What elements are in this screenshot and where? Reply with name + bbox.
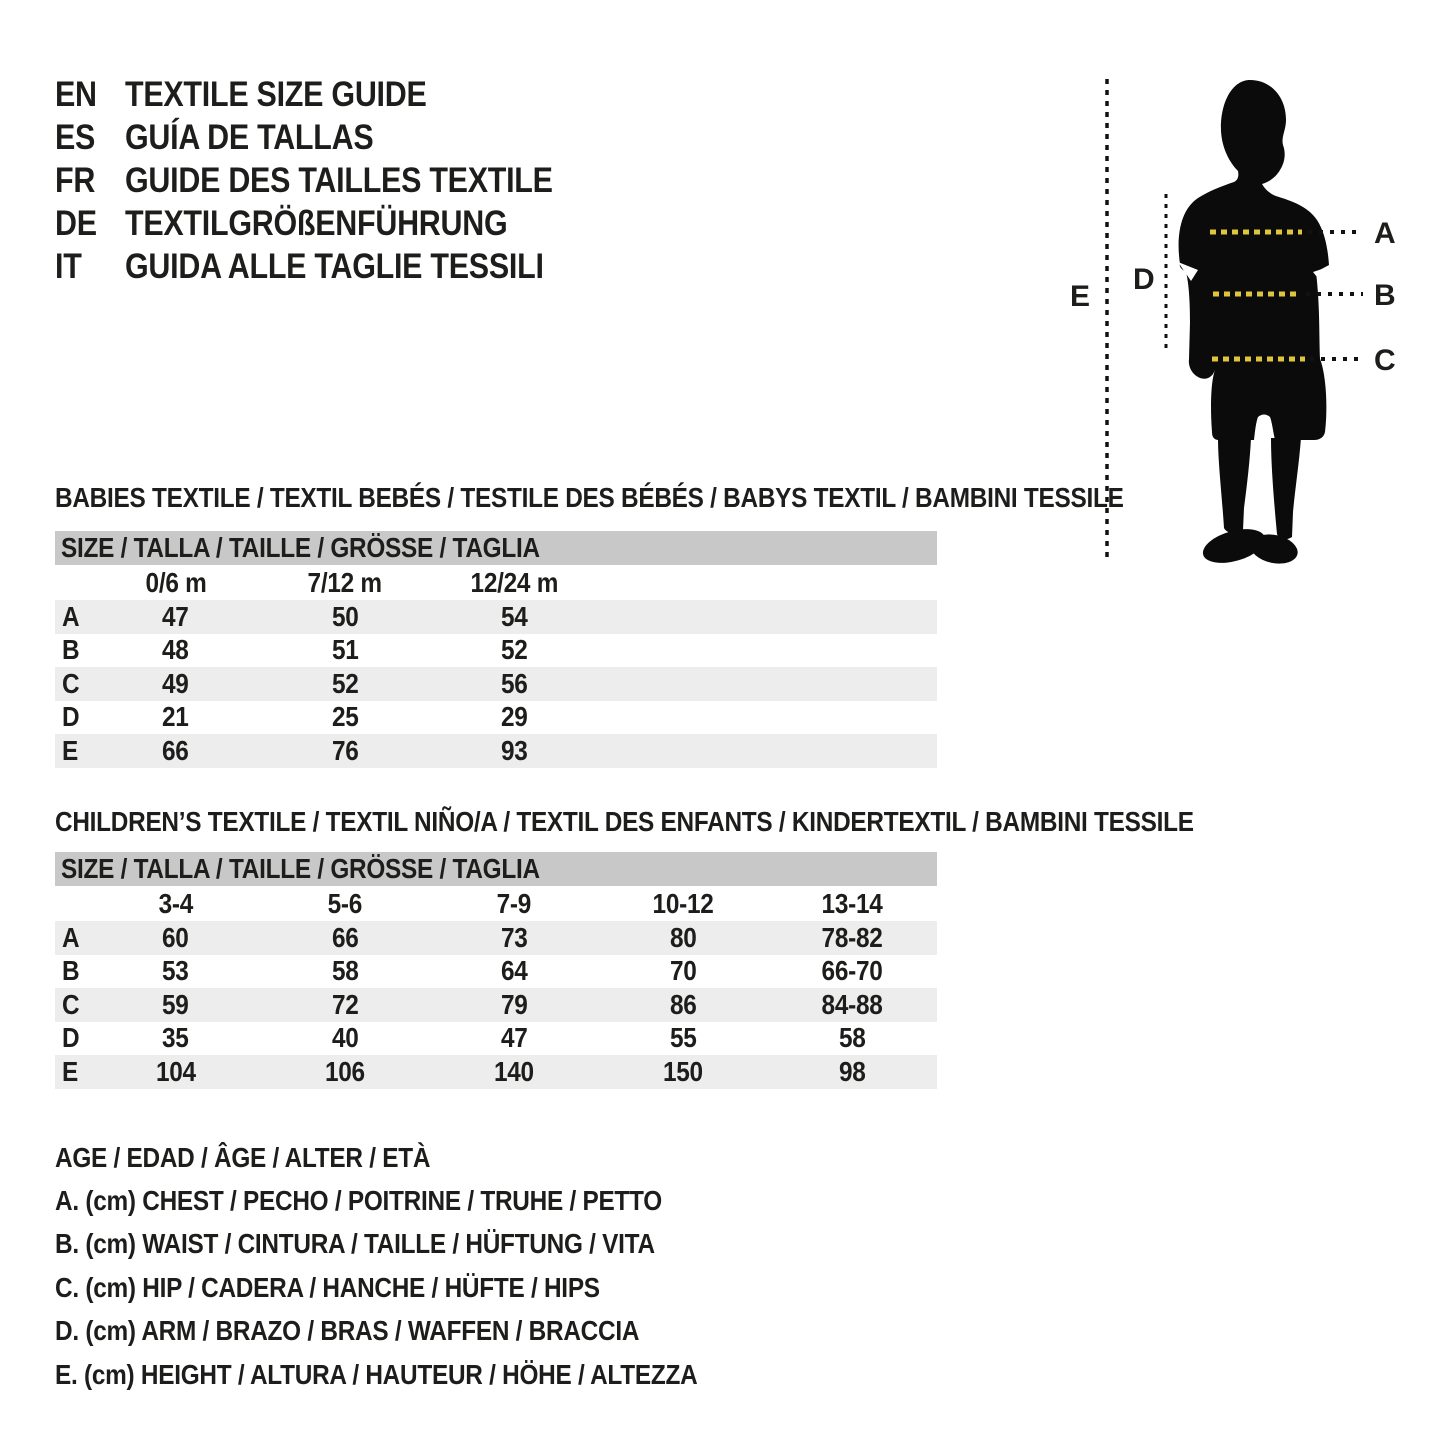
- table-cell: 54: [500, 600, 528, 632]
- babies-size-header-bar: SIZE / TALLA / TAILLE / GRÖSSE / TAGLIA: [55, 531, 937, 565]
- table-row: [55, 634, 937, 668]
- page-title: GUIDA ALLE TAGLIE TESSILI: [125, 246, 544, 286]
- figure-label-c: C: [1374, 344, 1396, 377]
- row-label: E: [62, 1055, 78, 1087]
- table-cell: 93: [500, 734, 528, 766]
- table-cell: 66: [331, 921, 359, 953]
- babies-size-table: [55, 531, 937, 768]
- page-title: GUÍA DE TALLAS: [125, 117, 374, 157]
- figure-label-d: D: [1133, 263, 1155, 296]
- row-label: A: [62, 600, 80, 632]
- table-cell: 59: [162, 988, 189, 1020]
- column-header: 7/12 m: [307, 566, 382, 598]
- column-header: 3-4: [158, 887, 193, 919]
- table-cell: 56: [500, 667, 528, 699]
- figure-label-b: B: [1374, 279, 1396, 312]
- lang-code: ES: [55, 117, 96, 157]
- column-header: 5-6: [327, 887, 363, 919]
- table-cell: 86: [669, 988, 697, 1020]
- table-cell: 150: [663, 1055, 704, 1087]
- children-size-table: [55, 852, 937, 1089]
- table-row: [55, 600, 937, 634]
- table-cell: 49: [162, 667, 189, 699]
- column-header: 12/24 m: [470, 566, 558, 598]
- table-cell: 66: [162, 734, 189, 766]
- babies-column-header-row: [55, 565, 937, 600]
- table-cell: 47: [500, 1022, 528, 1054]
- table-cell: 76: [331, 734, 359, 766]
- table-cell: 106: [324, 1055, 365, 1087]
- table-row: [55, 667, 937, 701]
- table-cell: 58: [331, 955, 359, 987]
- figure-label-a: A: [1374, 217, 1396, 250]
- legend-line-arm: D. (cm) ARM / BRAZO / BRAS / WAFFEN / BRACCIA: [55, 1315, 640, 1347]
- row-label: B: [62, 634, 80, 666]
- table-cell: 50: [331, 600, 359, 632]
- table-cell: 48: [162, 634, 189, 666]
- legend-line-hip: C. (cm) HIP / CADERA / HANCHE / HÜFTE / HIPS: [55, 1271, 600, 1303]
- title-row-de: [55, 202, 617, 245]
- table-row: [55, 734, 937, 768]
- table-cell: 80: [669, 921, 697, 953]
- title-row-en: [55, 73, 617, 116]
- column-header: 0/6 m: [145, 566, 207, 598]
- legend-line-height: E. (cm) HEIGHT / ALTURA / HAUTEUR / HÖHE / ALTEZZA: [55, 1358, 698, 1390]
- table-row: [55, 955, 937, 989]
- table-cell: 78-82: [821, 921, 883, 953]
- table-cell: 72: [331, 988, 359, 1020]
- lang-code: IT: [55, 246, 82, 286]
- figure-label-e: E: [1070, 280, 1091, 313]
- row-label: C: [62, 667, 80, 699]
- column-header: 10-12: [652, 887, 714, 919]
- table-cell: 25: [331, 701, 359, 733]
- column-header: 13-14: [821, 887, 883, 919]
- lang-code: EN: [55, 74, 97, 114]
- table-cell: 52: [331, 667, 359, 699]
- measurement-figure: [1050, 60, 1445, 600]
- table-cell: 21: [162, 701, 189, 733]
- legend-line-waist: B. (cm) WAIST / CINTURA / TAILLE / HÜFTUNG / VITA: [55, 1228, 655, 1260]
- children-size-header-bar: SIZE / TALLA / TAILLE / GRÖSSE / TAGLIA: [55, 852, 937, 886]
- table-cell: 84-88: [821, 988, 883, 1020]
- title-row-es: [55, 116, 617, 159]
- table-cell: 140: [494, 1055, 534, 1087]
- children-section-heading: CHILDREN’S TEXTILE / TEXTIL NIÑO/A / TEXTIL DES ENFANTS / KINDERTEXTIL / BAMBINI TESSILE: [55, 806, 1194, 837]
- lang-code: DE: [55, 203, 97, 243]
- table-cell: 73: [500, 921, 528, 953]
- page-title: GUIDE DES TAILLES TEXTILE: [125, 160, 553, 200]
- table-row: [55, 988, 937, 1022]
- title-row-fr: [55, 159, 617, 202]
- table-cell: 29: [500, 701, 528, 733]
- row-label: D: [62, 1022, 80, 1054]
- table-cell: 60: [162, 921, 189, 953]
- children-column-header-row: [55, 886, 937, 921]
- table-cell: 51: [331, 634, 359, 666]
- page-title: TEXTILE SIZE GUIDE: [125, 74, 427, 114]
- table-cell: 79: [500, 988, 528, 1020]
- babies-section-heading: BABIES TEXTILE / TEXTIL BEBÉS / TESTILE DES BÉBÉS / BABYS TEXTIL / BAMBINI TESSILE: [55, 482, 1124, 513]
- table-cell: 66-70: [821, 955, 883, 987]
- legend-line-age: AGE / EDAD / ÂGE / ALTER / ETÀ: [55, 1141, 431, 1173]
- column-header: 7-9: [496, 887, 532, 919]
- title-row-it: [55, 245, 617, 288]
- row-label: B: [62, 955, 80, 987]
- table-row: [55, 701, 937, 735]
- title-block: [55, 73, 617, 288]
- table-cell: 58: [839, 1022, 866, 1054]
- table-cell: 40: [331, 1022, 359, 1054]
- table-row: [55, 1022, 937, 1056]
- row-label: A: [62, 921, 80, 953]
- table-cell: 52: [500, 634, 528, 666]
- table-cell: 98: [839, 1055, 866, 1087]
- lang-code: FR: [55, 160, 96, 200]
- legend-line-chest: A. (cm) CHEST / PECHO / POITRINE / TRUHE / PETTO: [55, 1185, 662, 1217]
- table-cell: 53: [162, 955, 189, 987]
- row-label: E: [62, 734, 78, 766]
- page-title: TEXTILGRÖßENFÜHRUNG: [125, 203, 508, 243]
- table-cell: 35: [162, 1022, 189, 1054]
- child-silhouette-figure: [1050, 60, 1445, 600]
- table-cell: 64: [500, 955, 528, 987]
- table-cell: 104: [155, 1055, 196, 1087]
- table-row: [55, 1055, 937, 1089]
- table-cell: 55: [669, 1022, 697, 1054]
- table-cell: 47: [162, 600, 189, 632]
- table-row: [55, 921, 937, 955]
- measurement-legend: [55, 1136, 793, 1396]
- row-label: C: [62, 988, 80, 1020]
- row-label: D: [62, 701, 80, 733]
- table-cell: 70: [669, 955, 697, 987]
